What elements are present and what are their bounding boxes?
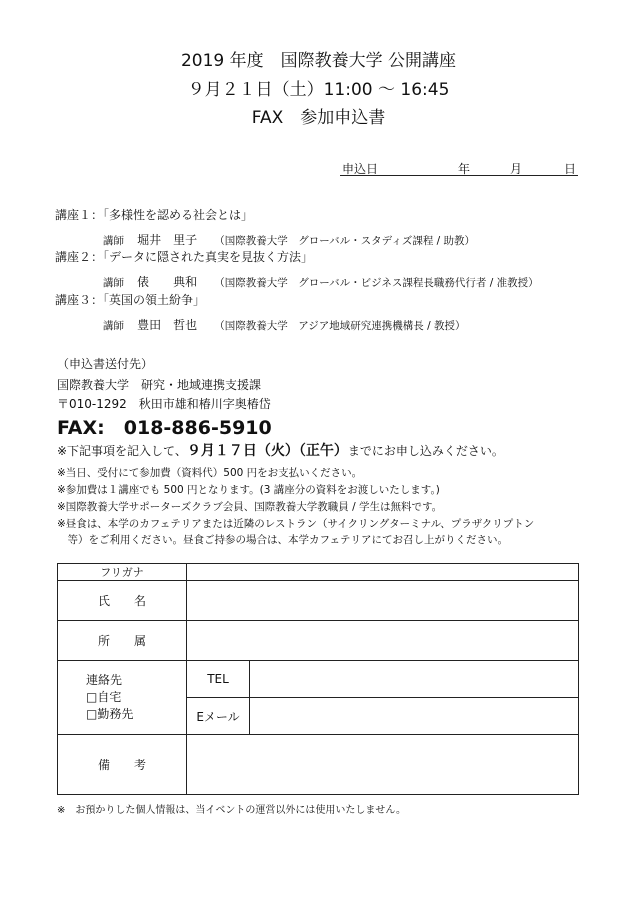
lecture-title: 「多様性を認める社会とは」 [103,208,254,222]
lecture-2-lecturer-row [103,271,539,290]
furigana-field[interactable] [187,564,579,581]
date-day: 日 [564,162,577,176]
note-2: ※参加費は１講座でも 500 円となります。(3 講座分の資料をお渡しいたします。) [57,484,440,496]
lecture-num: 講座３： [55,293,104,307]
lecture-3-lecturer-row [103,314,466,333]
contact-label: 連絡先 [86,673,123,687]
lecture-1-title-row [55,206,253,223]
remarks-label: 備 考 [58,735,187,795]
note-3: ※国際教養大学サポーターズクラブ会員、国際教養大学教職員 / 学生は無料です。 [57,501,443,513]
lecturer-affiliation: （国際教養大学 グローバル・ビジネス課程長職務代行者 / 准教授） [214,277,539,289]
lecture-title: 「データに隠された真実を見抜く方法」 [103,250,314,264]
lecture-3-title-row [55,291,205,308]
home-checkbox[interactable]: □自宅 [86,690,122,704]
lecturer-affiliation: （国際教養大学 グローバル・スタディズ課程 / 助教） [214,235,476,247]
email-field[interactable] [250,698,579,735]
application-date-line [340,160,578,176]
destination-org: 国際教養大学 研究・地域連携支援課 [57,378,262,392]
lecturer-role: 講師 [103,277,124,289]
lecture-num: 講座２： [55,250,104,264]
contact-label-cell [58,661,187,735]
destination-header: （申込書送付先） [57,357,154,371]
date-month: 月 [510,162,523,176]
email-label: Eメール [187,698,250,735]
note-5: 等）をご利用ください。昼食ご持参の場合は、本学カフェテリアにてお召し上がりください。 [57,534,508,546]
lecture-num: 講座１： [55,208,104,222]
lecturer-name: 豊田 哲也 [137,318,198,332]
tel-label: TEL [187,661,250,698]
note-4: ※昼食は、本学のカフェテリアまたは近隣のレストラン（サイクリングターミナル、プラザクリプトン [57,518,535,530]
note-1: ※当日、受付にて参加費（資料代）500 円をお支払いください。 [57,467,363,479]
office-checkbox[interactable]: □勤務先 [86,707,134,721]
lecturer-affiliation: （国際教養大学 アジア地域研究連携機構長 / 教授） [214,320,466,332]
lecturer-role: 講師 [103,320,124,332]
lecture-title: 「英国の領土紛争」 [103,293,206,307]
application-form [57,563,579,795]
name-label: 氏 名 [58,581,187,621]
date-year: 年 [458,162,471,176]
title-line-3: FAX 参加申込書 [251,108,386,128]
lecturer-role: 講師 [103,235,124,247]
affiliation-field[interactable] [187,621,579,661]
furigana-label: フリガナ [58,564,187,581]
deadline-prefix: ※下記事項を記入して、 [57,444,187,458]
deadline-date: ９月１７日（火）（正午） [186,443,348,459]
remarks-field[interactable] [187,735,579,795]
fax-number: FAX: 018-886-5910 [57,417,272,439]
deadline-line [57,440,504,460]
lecture-2-title-row [55,248,313,265]
deadline-suffix: までにお申し込みください。 [347,444,504,458]
title-line-2: ９月２１日（土）11:00 ～ 16:45 [187,80,450,100]
tel-field[interactable] [250,661,579,698]
title-line-1: 2019 年度 国際教養大学 公開講座 [180,51,457,71]
affiliation-label: 所 属 [58,621,187,661]
lecture-1-lecturer-row [103,229,475,248]
privacy-note: ※ お預かりした個人情報は、当イベントの運営以外には使用いたしません。 [57,805,406,816]
date-label: 申込日 [342,162,379,176]
lecturer-name: 俵 典和 [137,275,198,289]
lecturer-name: 堀井 里子 [137,233,198,247]
destination-address: 〒010-1292 秋田市雄和椿川字奥椿岱 [57,397,271,411]
name-field[interactable] [187,581,579,621]
